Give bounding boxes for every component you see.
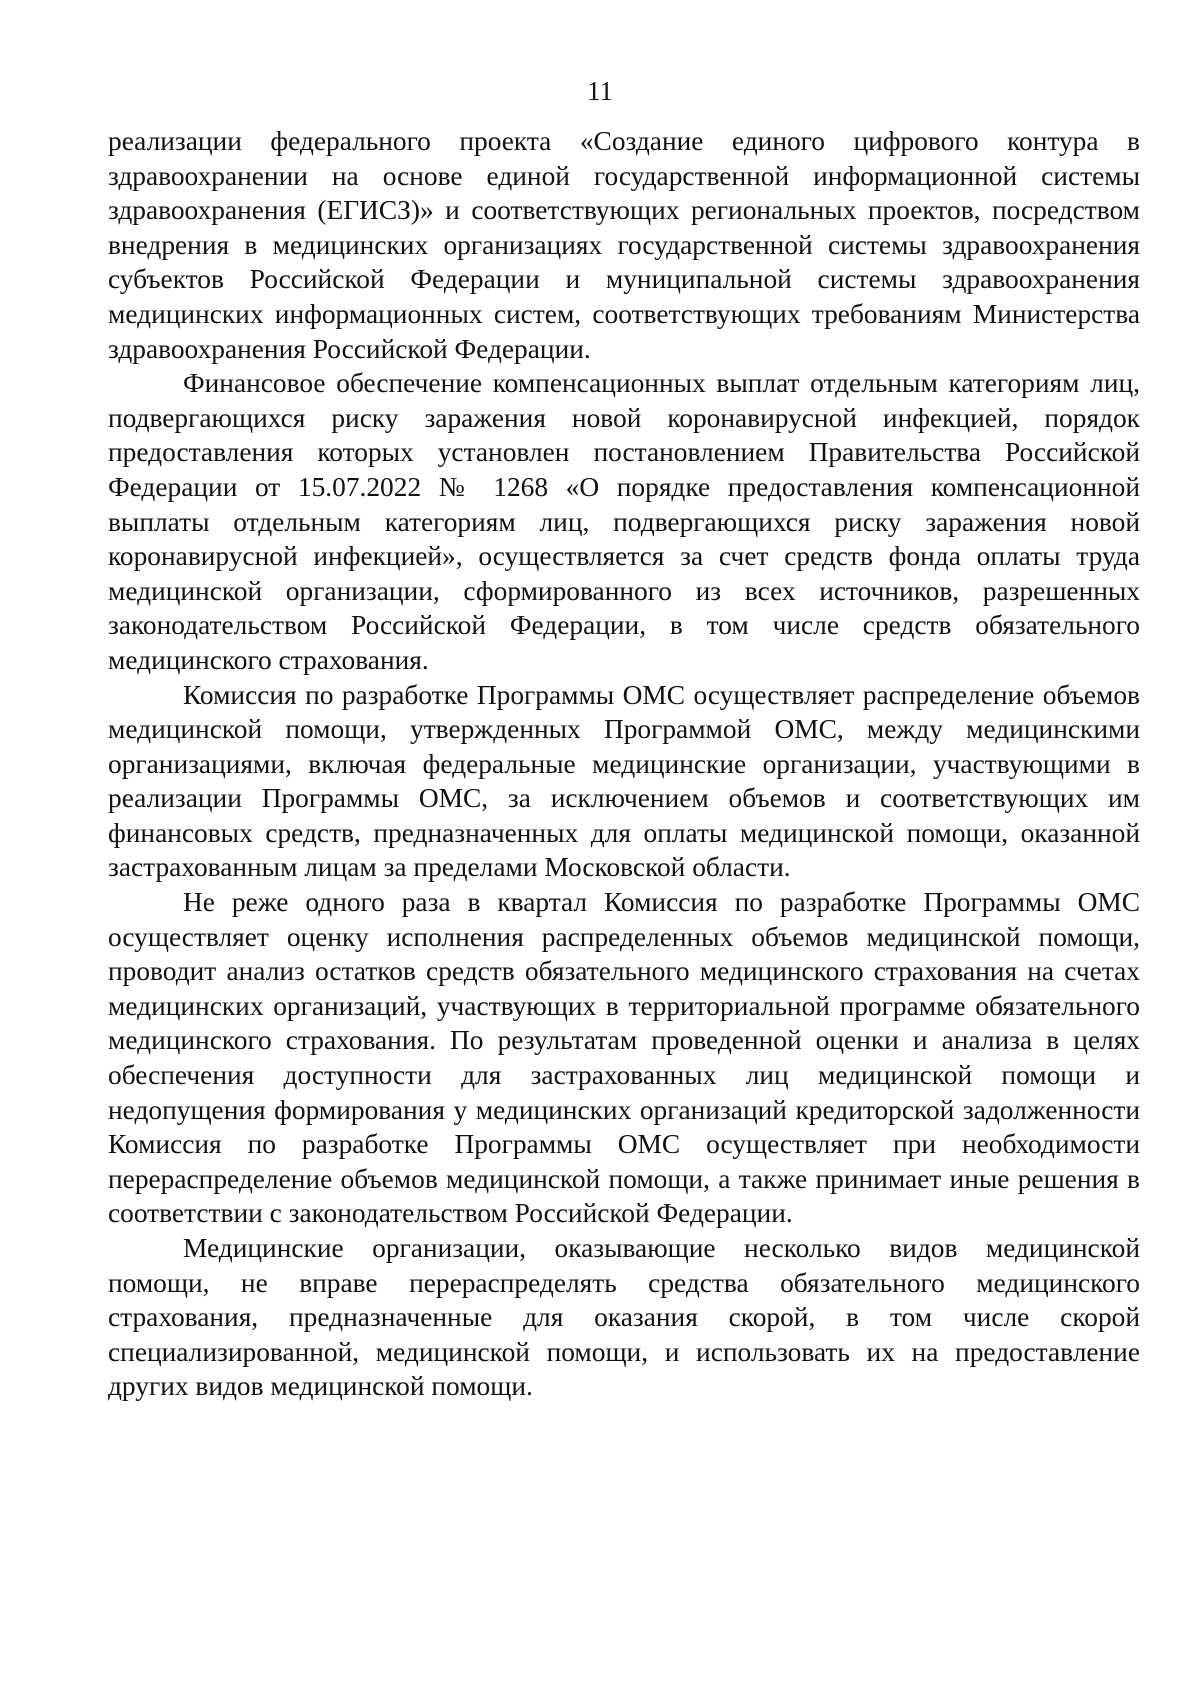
- page-number: 11: [587, 76, 613, 106]
- paragraph-compensation-payments: Финансовое обеспечение компенсационных выплат отдельным категориям лиц, подвергающихся риску заражения новой коронавирусной инфекцией, порядок предоставления которых установлен постановлением Правительства Российской Федерации от 15.07.2022 № 1268 «О порядке предоставления компенсационной выплаты отдельным категориям лиц, подвергающихся риску заражения новой коронавирусной инфекцией», осуществляется за счет средств фонда оплаты труда медицинской организации, сформированного из всех источников, разрешенных законодательством Российской Федерации, в том числе средств обязательного медицинского страхования.: [108, 368, 1140, 675]
- paragraph-egisz-continuation: реализации федерального проекта «Создание единого цифрового контура в здравоохранении на основе единой государственной информационной системы здравоохранения (ЕГИСЗ)» и соответствующих региональных проектов, посредством внедрения в медицинских организациях государственной системы здравоохранения субъектов Российской Федерации и муниципальной системы здравоохранения медицинских информационных систем, соответствующих требованиям Министерства здравоохранения Российской Федерации.: [108, 126, 1140, 364]
- paragraph-quarterly-assessment: Не реже одного раза в квартал Комиссия по разработке Программы ОМС осуществляет оценку исполнения распределенных объемов медицинской помощи, проводит анализ остатков средств обязательного медицинского страхования на счетах медицинских организаций, участвующих в территориальной программе обязательного медицинского страхования. По результатам проведенной оценки и анализа в целях обеспечения доступности для застрахованных лиц медицинской помощи и недопущения формирования у медицинских организаций кредиторской задолженности Комиссия по разработке Программы ОМС осуществляет при необходимости перераспределение объемов медицинской помощи, а также принимает иные решения в соответствии с законодательством Российской Федерации.: [108, 887, 1140, 1229]
- paragraph-volume-distribution: Комиссия по разработке Программы ОМС осуществляет распределение объемов медицинской помощи, утвержденных Программой ОМС, между медицинскими организациями, включая федеральные медицинские организации, участвующими в реализации Программы ОМС, за исключением объемов и соответствующих им финансовых средств, предназначенных для оплаты медицинской помощи, оказанной застрахованным лицам за пределами Московской области.: [108, 679, 1140, 883]
- paragraph-emergency-care-funds: Медицинские организации, оказывающие несколько видов медицинской помощи, не вправе перераспределять средства обязательного медицинского страхования, предназначенные для оказания скорой, в том числе скорой специализированной, медицинской помощи, и использовать их на предоставление других видов медицинской помощи.: [108, 1233, 1140, 1402]
- document-body: [108, 124, 1140, 1404]
